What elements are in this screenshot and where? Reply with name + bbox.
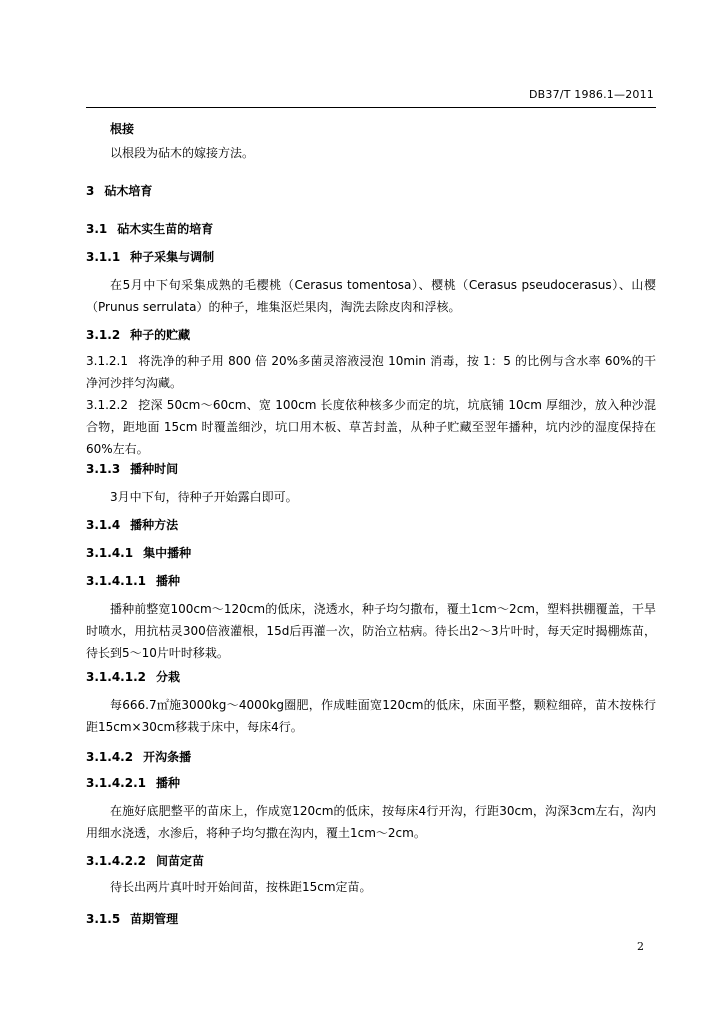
section-heading [86, 542, 656, 564]
section-title: 播种方法 [130, 518, 179, 532]
paragraph-text: 3月中下旬，待种子开始露白即可。 [110, 490, 298, 504]
section-number: 3.1.3 [86, 462, 121, 476]
section-heading [86, 180, 656, 202]
paragraph-text: 每666.7㎡施3000kg～4000kg圈肥，作成畦面宽120cm的低床，床面平整，颗粒细碎，苗木按株行距15cm×30cm移栽于床中，每床4行。 [86, 698, 656, 734]
section-number: 3.1.4 [86, 518, 121, 532]
section-title: 种子采集与调制 [130, 250, 215, 264]
term-definition-text: 以根段为砧木的嫁接方法。 [110, 146, 255, 160]
header-rule [86, 107, 656, 108]
section-number: 3.1.4.2.2 [86, 854, 146, 868]
paragraph [86, 876, 656, 898]
standard-code: DB37/T 1986.1—2011 [528, 88, 654, 101]
section-number: 3.1 [86, 222, 108, 236]
section-heading [86, 324, 656, 346]
paragraph-text: 待长出两片真叶时开始间苗，按株距15cm定苗。 [110, 880, 372, 894]
section-title: 间苗定苗 [155, 854, 204, 868]
section-heading [86, 246, 656, 268]
section-title: 砧木实生苗的培育 [117, 222, 214, 236]
section-heading [86, 772, 656, 794]
section-title: 播种 [155, 776, 180, 790]
paragraph [86, 694, 656, 738]
section-number: 3.1.4.1 [86, 546, 134, 560]
term-definition [86, 142, 656, 164]
numbered-paragraph [86, 394, 656, 460]
section-heading [86, 570, 656, 592]
section-heading [86, 908, 656, 930]
clause-text: 将洗净的种子用 800 倍 20%多菌灵溶液浸泡 10min 消毒，按 1：5 的比例与含水率 60%的干净河沙拌匀沟藏。 [86, 354, 656, 390]
clause-text: 挖深 50cm～60cm、宽 100cm 长度依种核多少而定的坑，坑底铺 10cm 厚细沙，放入种沙混合物，距地面 15cm 时覆盖细沙，坑口用木板、草苫封盖，从种子贮藏至翌年播种，坑内沙的湿度保持在60%左右。 [86, 398, 656, 456]
paragraph [86, 486, 656, 508]
section-heading [86, 514, 656, 536]
paragraph-text: 在施好底肥整平的苗床上，作成宽120cm的低床，按每床4行开沟，行距30cm，沟深3cm左右，沟内用细水浇透，水渗后，将种子均匀撒在沟内，覆土1cm～2cm。 [86, 804, 656, 840]
paragraph [86, 800, 656, 844]
section-title: 集中播种 [143, 546, 192, 560]
numbered-paragraph [86, 350, 656, 394]
section-number: 3 [86, 184, 95, 198]
paragraph [86, 598, 656, 664]
section-number: 3.1.5 [86, 912, 121, 926]
term-title [110, 118, 656, 140]
section-number: 3.1.4.2.1 [86, 776, 146, 790]
section-heading [86, 218, 656, 240]
section-title: 播种 [155, 574, 180, 588]
paragraph [86, 274, 656, 318]
section-title: 苗期管理 [130, 912, 179, 926]
term-title-text: 根接 [110, 122, 135, 136]
paragraph-text: 在5月中下旬采集成熟的毛樱桃（Cerasus tomentosa）、樱桃（Cerasus pseudocerasus）、山樱（Prunus serrulata）的种子，堆集沤烂果肉，淘洗去除皮肉和浮核。 [86, 278, 656, 314]
clause-number: 3.1.2.1 [86, 354, 128, 368]
section-number: 3.1.4.1.2 [86, 670, 146, 684]
page-number: 2 [637, 940, 644, 953]
section-heading [86, 850, 656, 872]
section-number: 3.1.2 [86, 328, 121, 342]
section-number: 3.1.1 [86, 250, 121, 264]
section-number: 3.1.4.1.1 [86, 574, 146, 588]
section-title: 播种时间 [130, 462, 179, 476]
section-title: 种子的贮藏 [130, 328, 191, 342]
section-heading [86, 458, 656, 480]
section-heading [86, 666, 656, 688]
section-number: 3.1.4.2 [86, 750, 134, 764]
section-title: 分栽 [155, 670, 180, 684]
clause-number: 3.1.2.2 [86, 398, 128, 412]
section-title: 开沟条播 [143, 750, 192, 764]
section-title: 砧木培育 [104, 184, 153, 198]
section-heading [86, 746, 656, 768]
paragraph-text: 播种前整宽100cm～120cm的低床，浇透水，种子均匀撒布，覆土1cm～2cm，塑料拱棚覆盖，干旱时喷水，用抗枯灵300倍液灌根，15d后再灌一次，防治立枯病。待长出2～3片叶时，每天定时揭棚炼苗，待长到5～10片叶时移栽。 [86, 602, 656, 660]
